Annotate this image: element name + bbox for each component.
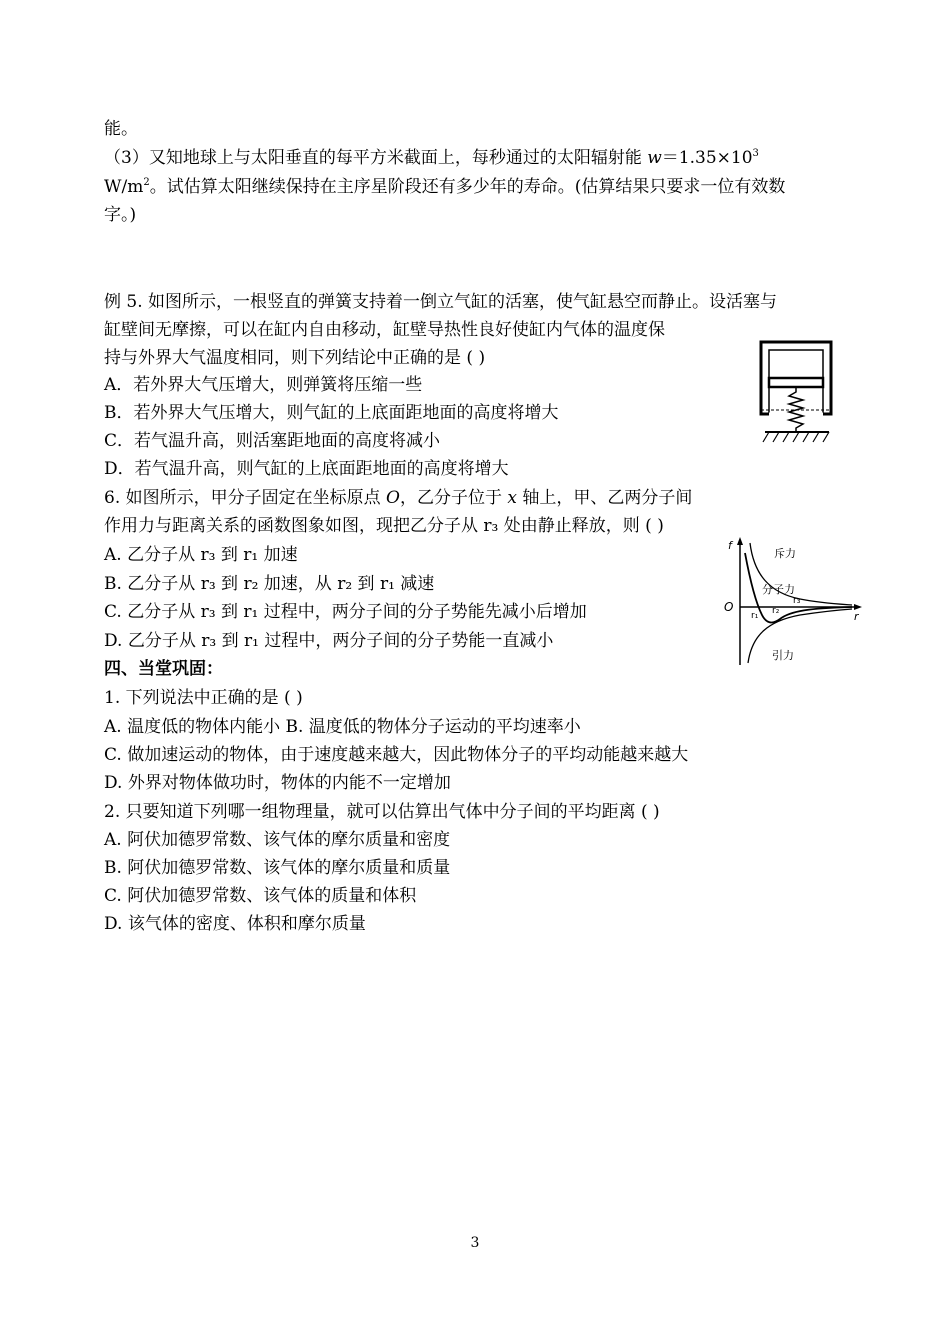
text-line: 持与外界大气温度相同，则下列结论中正确的是 ( ) (104, 348, 486, 368)
molecular-force-label: 分子力 (762, 583, 795, 596)
question-c1: 1. 下列说法中正确的是 ( ) (104, 688, 303, 708)
option-ab: A. 温度低的物体内能小 B. 温度低的物体分子运动的平均速率小 (104, 717, 581, 737)
option-a: A．若外界大气压增大，则弹簧将压缩一些 (104, 375, 423, 395)
repulsion-label: 斥力 (774, 547, 796, 560)
text-line: $W/m^2$。试估算太阳继续保持在主序星阶段还有多少年的寿命。(估算结果只要求一位有效数 (104, 177, 786, 197)
option-c: C. 做加速运动的物体，由于速度越来越大，因此物体分子的平均动能越来越大 (104, 745, 689, 765)
option-d: D．若气温升高，则气缸的上底面距地面的高度将增大 (104, 459, 509, 479)
text-line: 缸壁间无摩擦，可以在缸内自由移动，缸壁导热性良好使缸内气体的温度保 (104, 320, 665, 340)
r1-label: r₁ (751, 611, 759, 621)
option-c: C. 阿伏加德罗常数、该气体的质量和体积 (104, 886, 417, 906)
option-b: B. 乙分子从 r₃ 到 r₂ 加速，从 r₂ 到 r₁ 减速 (104, 574, 435, 594)
question6: 6. 如图所示，甲分子固定在坐标原点 O，乙分子位于 x 轴上，甲、乙两分子间 (104, 488, 693, 508)
option-b: B．若外界大气压增大，则气缸的上底面距地面的高度将增大 (104, 403, 559, 423)
question-c2: 2. 只要知道下列哪一组物理量，就可以估算出气体中分子间的平均距离 ( ) (104, 802, 660, 822)
text-line: 字。) (104, 205, 137, 225)
section-heading: 四、当堂巩固： (104, 659, 223, 679)
f-axis-label: f (728, 539, 732, 552)
text-line: （3）又知地球上与太阳垂直的每平方米截面上，每秒通过的太阳辐射能 $w=1.35\times 10^3$ (104, 148, 759, 168)
r-axis-label: r (854, 610, 859, 623)
r2-label: r₂ (772, 606, 780, 616)
page-number: 3 (470, 1235, 480, 1251)
origin-label: O (724, 600, 734, 614)
option-d: D. 该气体的密度、体积和摩尔质量 (104, 914, 366, 934)
cylinder-spring-figure (755, 338, 845, 458)
molecular-force-graph (720, 535, 865, 670)
option-c: C. 乙分子从 r₃ 到 r₁ 过程中，两分子间的分子势能先减小后增加 (104, 602, 587, 622)
attraction-label: 引力 (772, 649, 794, 662)
option-a: A. 阿伏加德罗常数、该气体的摩尔质量和密度 (104, 830, 451, 850)
option-c: C．若气温升高，则活塞距地面的高度将减小 (104, 431, 441, 451)
option-d: D. 乙分子从 r₃ 到 r₁ 过程中，两分子间的分子势能一直减小 (104, 631, 554, 651)
r3-label: r₃ (793, 596, 801, 606)
text-line: 作用力与距离关系的函数图象如图，现把乙分子从 r₃ 处由静止释放，则 ( ) (104, 516, 664, 536)
text-line: 能。 (104, 119, 138, 139)
option-a: A. 乙分子从 r₃ 到 r₁ 加速 (104, 545, 298, 565)
option-b: B. 阿伏加德罗常数、该气体的摩尔质量和质量 (104, 858, 451, 878)
option-d: D. 外界对物体做功时，物体的内能不一定增加 (104, 773, 451, 793)
example5-question: 例 5. 如图所示，一根竖直的弹簧支持着一倒立气缸的活塞，使气缸悬空而静止。设活塞与 (104, 292, 778, 312)
y-axis-arrow (737, 537, 743, 545)
